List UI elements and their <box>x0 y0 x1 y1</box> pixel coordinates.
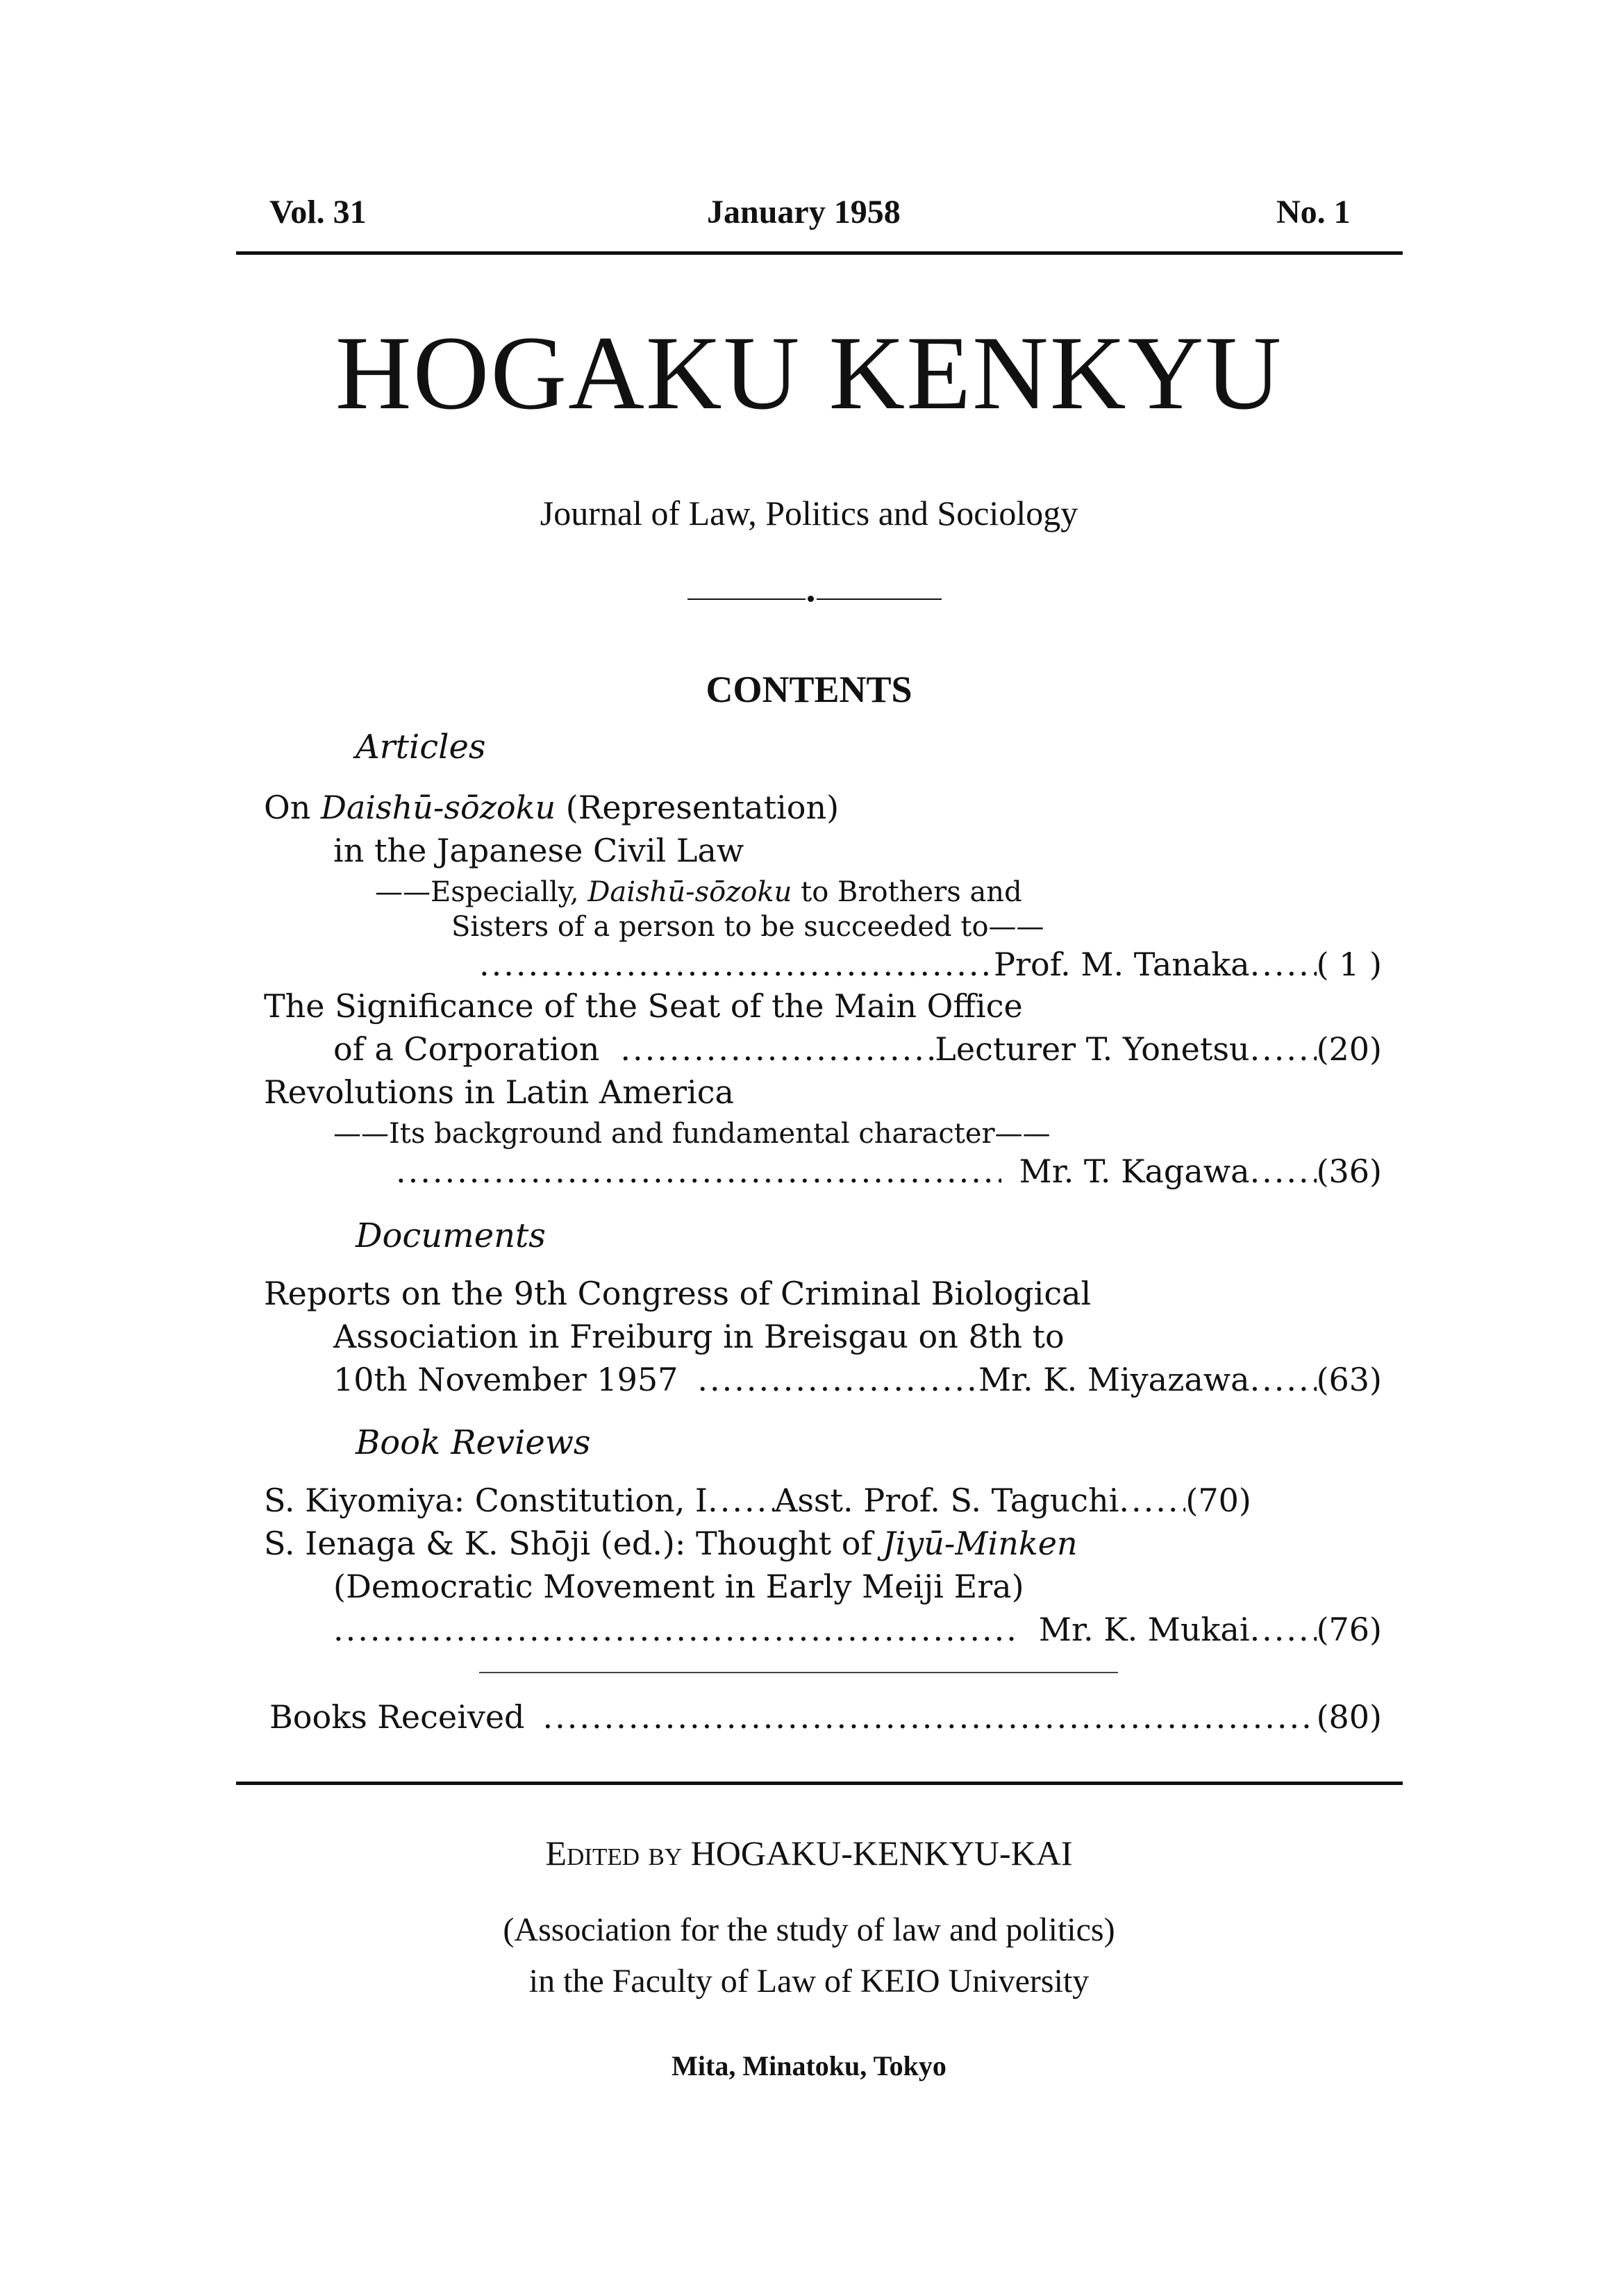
leader-dots <box>620 1030 935 1068</box>
review-2-author: Mr. K. Mukai <box>1038 1611 1250 1648</box>
section-heading-articles: Articles <box>356 728 486 766</box>
journal-title: HOGAKU KENKYU <box>335 315 1283 431</box>
review-2-title-line-1: S. Ienaga & K. Shōji (ed.): Thought of Jiyū-Minken <box>264 1525 1078 1562</box>
document-1-title-line-1: Reports on the 9th Congress of Criminal Biological <box>264 1275 1092 1312</box>
article-3-subtitle: ——Its background and fundamental character—— <box>333 1118 1051 1150</box>
document-1-author: Mr. K. Miyazawa <box>978 1361 1250 1398</box>
article-1-title-line-1: On Daishū-sōzoku (Representation) <box>264 789 840 826</box>
document-1-title-line-2: Association in Freiburg in Breisgau on 8th to <box>333 1318 1065 1355</box>
leader-dots <box>1250 1153 1317 1190</box>
article-1-title-line-2: in the Japanese Civil Law <box>333 832 744 869</box>
article-2-author-row <box>333 1030 1382 1068</box>
review-2-title-line-2: (Democratic Movement in Early Meiji Era) <box>333 1568 1024 1605</box>
article-2-author: Lecturer T. Yonetsu <box>935 1030 1250 1068</box>
section-heading-documents: Documents <box>356 1216 546 1255</box>
article-1-subtitle-line-2: Sisters of a person to be succeeded to—— <box>451 911 1044 943</box>
article-2-page: (20) <box>1316 1030 1382 1068</box>
section-heading-book-reviews: Book Reviews <box>356 1423 591 1462</box>
contents-heading: CONTENTS <box>706 669 912 710</box>
leader-dots <box>396 1153 1001 1190</box>
leader-dots <box>1250 1361 1317 1398</box>
editor-line: Edited by HOGAKU-KENKYU-KAI <box>545 1834 1073 1872</box>
leader-dots <box>1250 1611 1317 1648</box>
ornament-left-line <box>687 598 806 600</box>
faculty-line: in the Faculty of Law of KEIO University <box>528 1963 1090 2000</box>
document-1-page: (63) <box>1316 1361 1382 1398</box>
article-1-page: ( 1 ) <box>1316 946 1382 983</box>
article-1-author-row <box>479 946 1382 983</box>
leader-dots <box>543 1698 1317 1736</box>
article-3-page: (36) <box>1316 1153 1382 1190</box>
document-1-author-row <box>333 1361 1382 1398</box>
review-1-author: Asst. Prof. S. Taguchi <box>774 1482 1119 1519</box>
review-1-page: (70) <box>1185 1482 1251 1519</box>
document-1-title-line-3: 10th November 1957 <box>333 1361 678 1398</box>
leader-dots <box>333 1611 1021 1648</box>
ornament-dot-icon <box>808 596 814 602</box>
ornament-right-line <box>817 598 942 600</box>
article-2-title-line-1: The Significance of the Seat of the Main Office <box>264 987 1023 1025</box>
journal-subtitle: Journal of Law, Politics and Sociology <box>540 494 1078 533</box>
review-2-author-row <box>333 1611 1382 1648</box>
books-received-row <box>269 1698 1382 1736</box>
review-2-page: (76) <box>1316 1611 1382 1648</box>
volume-label: Vol. 31 <box>269 194 367 231</box>
association-line: (Association for the study of law and politics) <box>503 1911 1115 1948</box>
leader-dots <box>708 1482 774 1519</box>
footer-rule <box>236 1782 1403 1785</box>
address-line: Mita, Minatoku, Tokyo <box>672 2050 946 2081</box>
review-1-row <box>264 1482 1382 1519</box>
article-3-title-line-1: Revolutions in Latin America <box>264 1073 734 1111</box>
issue-number: No. 1 <box>1276 194 1351 231</box>
article-1-author: Prof. M. Tanaka <box>994 946 1250 983</box>
leader-dots <box>1250 946 1317 983</box>
leader-dots <box>1250 1030 1317 1068</box>
article-3-author-row <box>396 1153 1382 1190</box>
leader-dots <box>479 946 994 983</box>
article-3-author: Mr. T. Kagawa <box>1019 1153 1250 1190</box>
header-rule <box>236 251 1403 255</box>
leader-dots <box>1119 1482 1185 1519</box>
article-2-title-line-2: of a Corporation <box>333 1030 600 1068</box>
books-received-page: (80) <box>1316 1698 1382 1736</box>
books-received-separator <box>479 1672 1118 1673</box>
leader-dots <box>697 1361 978 1398</box>
article-1-subtitle-line-1: ——Especially, Daishū-sōzoku to Brothers and <box>375 876 1022 908</box>
issue-date: January 1958 <box>707 194 901 231</box>
books-received-label: Books Received <box>269 1698 525 1736</box>
review-1-title: S. Kiyomiya: Constitution, I <box>264 1482 708 1519</box>
